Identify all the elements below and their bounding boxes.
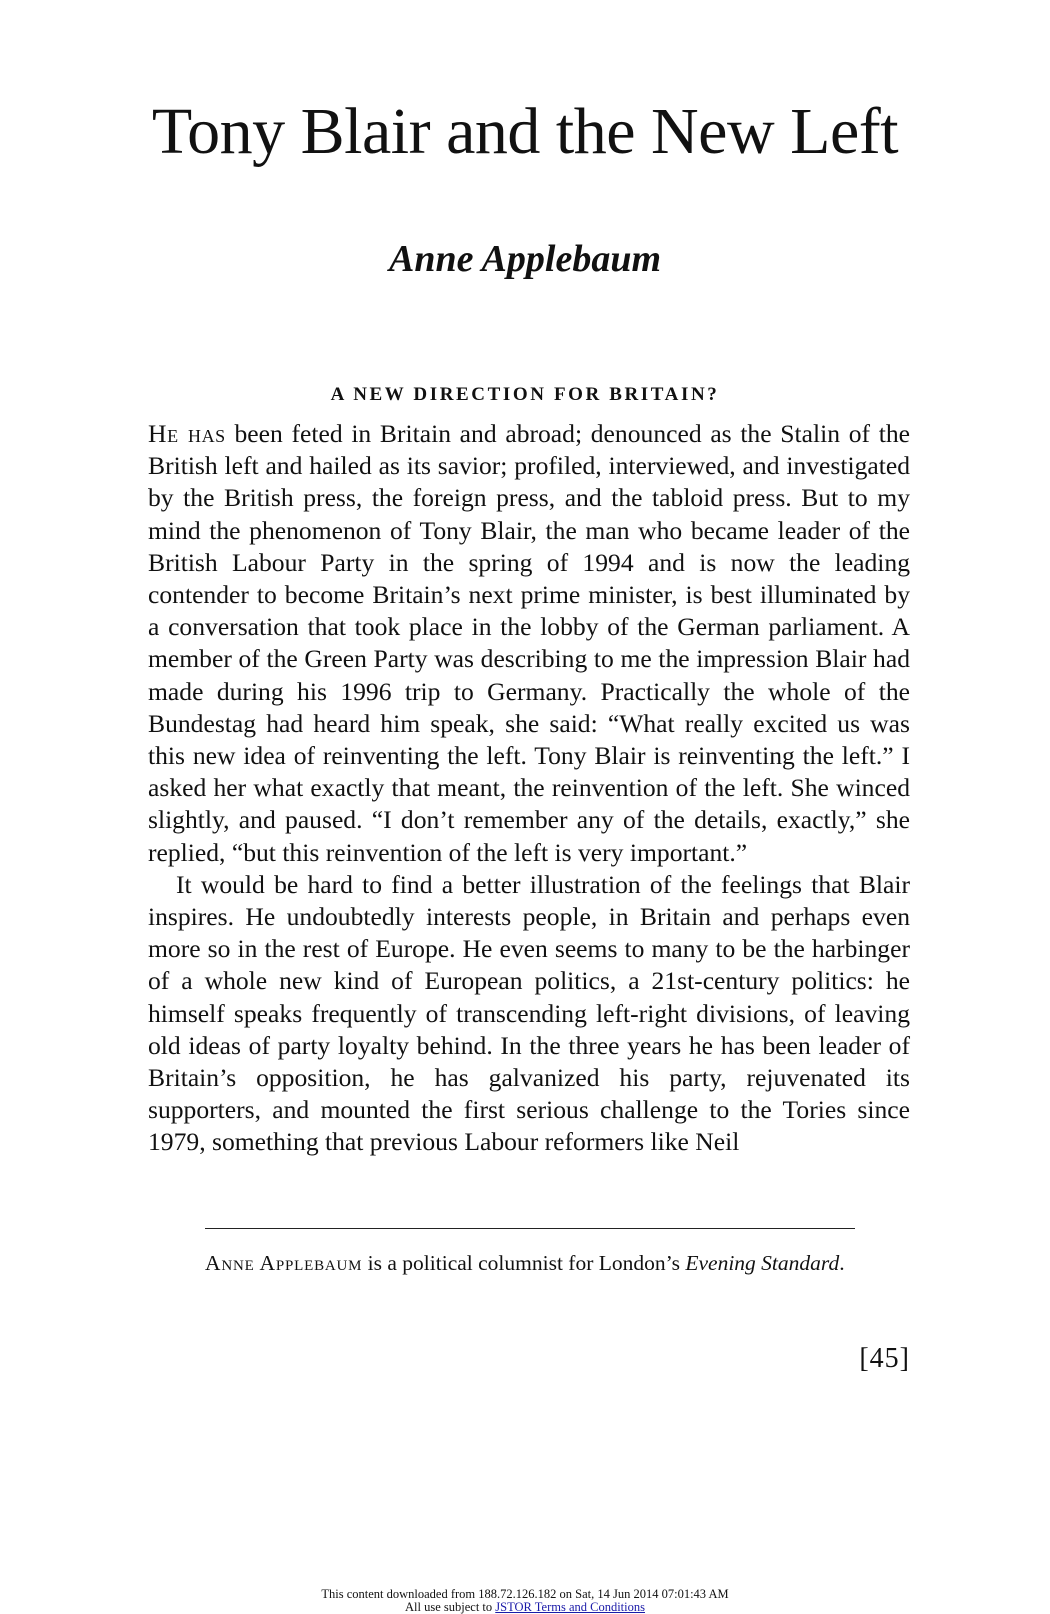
paragraph-text: It would be hard to find a better illustration of the feelings that Blair inspires. He undoubtedly interests people, in Britain and perhaps even more so in the rest of Europe. He even seems to many to be the harbinger of a whole new kind of European politics, a 21st-century politics: he himself speaks frequently of transcending left-right divisions, of leaving old ideas of party loyalty behind. In the three years he has been leader of Britain’s opposition, he has galvanized his party, rejuvenated its supporters, and mounted the first serious challenge to the Tories since 1979, something that previous Labour reformers like Neil bbox=[148, 869, 910, 1157]
body-paragraph-1 bbox=[148, 418, 910, 869]
footnote-period: . bbox=[839, 1251, 845, 1275]
download-notice: This content downloaded from 188.72.126.182 on Sat, 14 Jun 2014 07:01:43 AM bbox=[321, 1587, 729, 1601]
terms-prefix: All use subject to bbox=[405, 1600, 496, 1614]
terms-line bbox=[0, 1601, 1050, 1614]
footnote-divider bbox=[205, 1228, 855, 1229]
author-name: Anne Applebaum bbox=[388, 238, 662, 280]
lead-in-small-caps: He has bbox=[148, 419, 226, 448]
jstor-footer bbox=[0, 1588, 1050, 1614]
footnote-text: is a political columnist for London’s bbox=[362, 1251, 686, 1275]
page-number: [45] bbox=[859, 1343, 910, 1374]
article-body bbox=[148, 418, 910, 1159]
footnote-author-name: Anne Applebaum bbox=[205, 1251, 363, 1275]
body-paragraph-2 bbox=[148, 869, 910, 1159]
article-title: Tony Blair and the New Left bbox=[151, 95, 899, 168]
section-heading: A NEW DIRECTION FOR BRITAIN? bbox=[330, 384, 720, 405]
footnote-publication: Evening Standard bbox=[685, 1251, 840, 1275]
author-footnote bbox=[205, 1249, 855, 1277]
terms-link[interactable]: JSTOR Terms and Conditions bbox=[495, 1600, 645, 1614]
paragraph-text: been feted in Britain and abroad; denounced as the Stalin of the British left and hailed as its savior; profiled, interviewed, and investigated by the British press, the foreign press, and the tabloid press. But to my mind the phenomenon of Tony Blair, the man who became leader of the British Labour Party in the spring of 1994 and is now the leading contender to become Britain’s next prime minister, is best illuminated by a conversation that took place in the lobby of the German parliament. A member of the Green Party was describing to me the impression Blair had made during his 1996 trip to Germany. Practically the whole of the Bundestag had heard him speak, she said: “What really excited us was this new idea of reinventing the left. Tony Blair is reinventing the left.” I asked her what exactly that meant, the reinvention of the left. She winced slightly, and paused. “I don’t remember any of the details, exactly,” she replied, “but this reinvention of the left is very important.” bbox=[148, 419, 910, 867]
